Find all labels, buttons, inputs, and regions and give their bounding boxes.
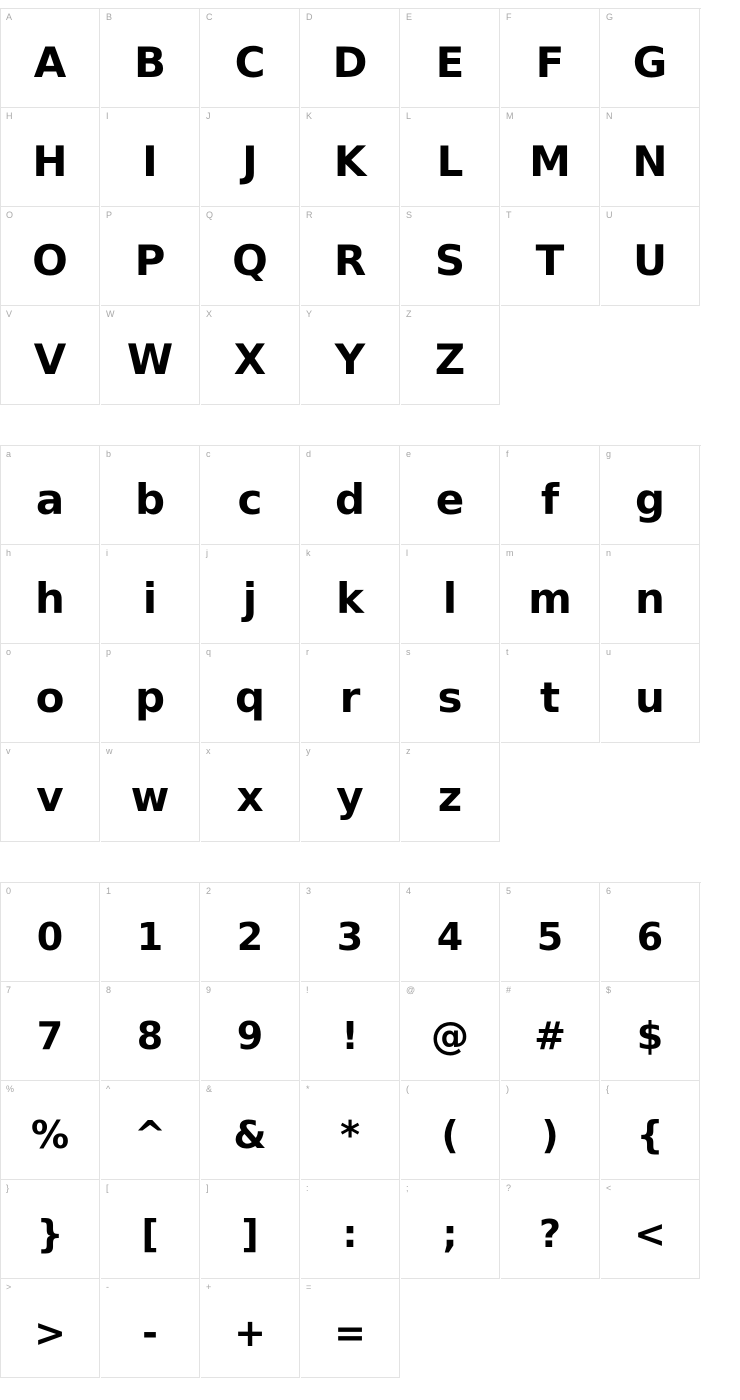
glyph-cell-character: o [35, 673, 65, 722]
glyph-cell[interactable] [101, 306, 200, 405]
glyph-cell-character: $ [636, 1014, 664, 1058]
glyph-cell-label: B [106, 12, 113, 22]
glyph-cell-character: X [233, 335, 267, 384]
glyph-cell-label: H [6, 111, 13, 121]
glyph-cell[interactable] [1, 207, 100, 306]
glyph-cell-label: Z [406, 309, 412, 319]
glyph-cell-label: T [506, 210, 512, 220]
glyph-cell-character: U [632, 236, 668, 285]
glyph-cell-label: ] [206, 1183, 209, 1193]
glyph-cell-empty [601, 306, 700, 405]
glyph-cell-character: c [237, 475, 263, 524]
glyph-cell-label: 3 [306, 886, 312, 896]
glyph-cell-empty [601, 743, 700, 842]
glyph-cell-character: = [334, 1311, 366, 1355]
glyph-cell-character: F [535, 38, 565, 87]
glyph-cell-label: k [306, 548, 311, 558]
glyph-cell[interactable] [501, 982, 600, 1081]
glyph-cell[interactable] [401, 545, 500, 644]
glyph-cell[interactable] [201, 982, 300, 1081]
glyph-cell-character: 0 [36, 915, 64, 959]
glyph-cell-character: s [437, 673, 463, 722]
glyph-block-uppercase [0, 8, 701, 405]
block-spacer [0, 842, 740, 882]
glyph-cell[interactable] [201, 446, 300, 545]
glyph-cell-character: L [436, 137, 464, 186]
glyph-cell-character: N [632, 137, 668, 186]
glyph-cell-label: p [106, 647, 112, 657]
glyph-cell[interactable] [301, 9, 400, 108]
glyph-cell[interactable] [101, 1180, 200, 1279]
glyph-cell[interactable] [1, 644, 100, 743]
glyph-cell[interactable] [1, 883, 100, 982]
glyph-cell-label: > [6, 1282, 12, 1292]
glyph-cell-label: 6 [606, 886, 612, 896]
glyph-cell-label: 9 [206, 985, 212, 995]
glyph-cell-character: h [35, 574, 65, 623]
glyph-cell-label: j [206, 548, 209, 558]
glyph-cell-label: & [206, 1084, 213, 1094]
glyph-cell-character: G [632, 38, 668, 87]
glyph-cell[interactable] [601, 446, 700, 545]
glyph-cell-character: p [134, 673, 166, 722]
glyph-cell-character: # [534, 1014, 566, 1058]
glyph-cell[interactable] [601, 883, 700, 982]
glyph-cell-label: + [206, 1282, 212, 1292]
glyph-cell-character: a [35, 475, 65, 524]
glyph-cell-label: n [606, 548, 612, 558]
glyph-cell-label: # [506, 985, 512, 995]
glyph-cell-label: ; [406, 1183, 409, 1193]
glyph-cell-label: D [306, 12, 313, 22]
glyph-cell-label: } [6, 1183, 10, 1193]
glyph-cell[interactable] [401, 982, 500, 1081]
glyph-cell[interactable] [601, 207, 700, 306]
glyph-cell-label: C [206, 12, 213, 22]
glyph-cell-character: < [634, 1212, 666, 1256]
glyph-cell-label: : [306, 1183, 309, 1193]
glyph-cell[interactable] [401, 1081, 500, 1180]
glyph-cell[interactable] [501, 545, 600, 644]
glyph-cell-label: y [306, 746, 311, 756]
glyph-cell[interactable] [501, 644, 600, 743]
glyph-cell-character: 7 [36, 1014, 64, 1058]
glyph-cell[interactable] [101, 1279, 200, 1378]
glyph-cell-character: W [126, 335, 174, 384]
glyph-cell-character: D [332, 38, 368, 87]
glyph-cell-character: ( [441, 1113, 459, 1157]
glyph-cell-character: 9 [236, 1014, 264, 1058]
glyph-cell-character: b [134, 475, 166, 524]
glyph-cell-character: g [634, 475, 666, 524]
glyph-cell[interactable] [501, 1081, 600, 1180]
block-spacer [0, 405, 740, 445]
glyph-cell[interactable] [301, 644, 400, 743]
glyph-cell[interactable] [1, 1279, 100, 1378]
glyph-cell-character: v [36, 772, 64, 821]
glyph-cell-label: I [106, 111, 109, 121]
glyph-cell-label: Y [306, 309, 313, 319]
glyph-cell-character: e [435, 475, 465, 524]
glyph-cell[interactable] [201, 108, 300, 207]
glyph-cell[interactable] [301, 545, 400, 644]
glyph-cell-label: u [606, 647, 612, 657]
glyph-cell[interactable] [101, 9, 200, 108]
glyph-cell-label: ( [406, 1084, 410, 1094]
glyph-cell[interactable] [301, 883, 400, 982]
glyph-cell-label: L [406, 111, 412, 121]
glyph-cell-character: E [435, 38, 465, 87]
glyph-cell[interactable] [501, 9, 600, 108]
glyph-cell-label: w [106, 746, 113, 756]
glyph-cell-character: q [234, 673, 266, 722]
glyph-cell-label: = [306, 1282, 312, 1292]
glyph-cell-character: @ [431, 1014, 469, 1058]
glyph-cell-label: { [606, 1084, 610, 1094]
top-spacer [0, 0, 740, 8]
glyph-cell-character: ; [442, 1212, 458, 1256]
glyph-cell[interactable] [301, 1081, 400, 1180]
glyph-cell-label: c [206, 449, 211, 459]
glyph-cell-label: @ [406, 985, 416, 995]
glyph-cell-character: l [442, 574, 458, 623]
glyph-cell-character: r [339, 673, 361, 722]
glyph-cell[interactable] [1, 108, 100, 207]
glyph-cell-character: H [32, 137, 68, 186]
glyph-cell-character: S [434, 236, 466, 285]
glyph-cell[interactable] [601, 9, 700, 108]
glyph-cell[interactable] [401, 9, 500, 108]
glyph-cell[interactable] [501, 207, 600, 306]
glyph-cell[interactable] [1, 1180, 100, 1279]
glyph-cell[interactable] [1, 9, 100, 108]
glyph-cell-character: [ [141, 1212, 159, 1256]
glyph-cell[interactable] [201, 207, 300, 306]
glyph-cell-character: J [242, 137, 258, 186]
glyph-cell[interactable] [1, 545, 100, 644]
glyph-cell-character: u [635, 673, 665, 722]
glyph-cell-character: & [233, 1113, 267, 1157]
glyph-cell[interactable] [301, 446, 400, 545]
glyph-cell-character: 2 [236, 915, 264, 959]
glyph-cell-character: 8 [136, 1014, 164, 1058]
glyph-cell[interactable] [101, 644, 200, 743]
glyph-cell-label: % [6, 1084, 15, 1094]
glyph-cell-character: 6 [636, 915, 664, 959]
glyph-cell-label: 5 [506, 886, 512, 896]
glyph-cell-character: M [529, 137, 571, 186]
glyph-cell[interactable] [401, 306, 500, 405]
glyph-cell[interactable] [301, 982, 400, 1081]
glyph-cell-label: ^ [106, 1084, 111, 1094]
glyph-cell[interactable] [101, 545, 200, 644]
glyph-cell-label: K [306, 111, 313, 121]
glyph-cell[interactable] [301, 1180, 400, 1279]
glyph-cell-label: J [206, 111, 211, 121]
glyph-cell-label: N [606, 111, 613, 121]
glyph-cell-label: ) [506, 1084, 510, 1094]
glyph-cell-character: : [342, 1212, 358, 1256]
glyph-block-digits-and-symbols [0, 882, 701, 1378]
glyph-cell[interactable] [301, 1279, 400, 1378]
glyph-cell-label: m [506, 548, 514, 558]
glyph-cell[interactable] [601, 644, 700, 743]
glyph-cell[interactable] [601, 982, 700, 1081]
glyph-cell-character: > [34, 1311, 66, 1355]
glyph-cell-character: k [336, 574, 364, 623]
glyph-cell-label: e [406, 449, 412, 459]
glyph-cell-empty [401, 1279, 500, 1378]
glyph-cell[interactable] [201, 9, 300, 108]
glyph-cell-character: - [142, 1311, 158, 1355]
glyph-cell[interactable] [501, 108, 600, 207]
glyph-cell-label: d [306, 449, 312, 459]
glyph-cell[interactable] [501, 1180, 600, 1279]
glyph-cell-character: x [236, 772, 264, 821]
glyph-cell-label: Q [206, 210, 214, 220]
glyph-cell-label: r [306, 647, 310, 657]
glyph-cell[interactable] [401, 644, 500, 743]
glyph-cell-character: 5 [536, 915, 564, 959]
glyph-cell-label: l [406, 548, 409, 558]
glyph-cell-label: b [106, 449, 112, 459]
glyph-cell[interactable] [1, 1081, 100, 1180]
glyph-cell-label: x [206, 746, 211, 756]
glyph-cell-label: [ [106, 1183, 109, 1193]
glyph-cell[interactable] [401, 207, 500, 306]
glyph-cell-label: i [106, 548, 109, 558]
glyph-cell-character: ) [541, 1113, 559, 1157]
glyph-cell-label: $ [606, 985, 612, 995]
glyph-cell[interactable] [101, 883, 200, 982]
glyph-cell-character: ! [341, 1014, 359, 1058]
glyph-cell-label: s [406, 647, 411, 657]
glyph-cell-label: < [606, 1183, 612, 1193]
glyph-cell[interactable] [101, 207, 200, 306]
glyph-cell-label: q [206, 647, 212, 657]
glyph-cell[interactable] [201, 883, 300, 982]
glyph-cell-label: a [6, 449, 12, 459]
glyph-cell-character: Y [334, 335, 366, 384]
glyph-cell-character: j [242, 574, 258, 623]
glyph-cell-character: 4 [436, 915, 464, 959]
glyph-cell-label: 8 [106, 985, 112, 995]
glyph-cell-character: Q [232, 236, 268, 285]
glyph-cell[interactable] [301, 306, 400, 405]
glyph-cell[interactable] [401, 1180, 500, 1279]
glyph-cell-label: 2 [206, 886, 212, 896]
glyph-cell-label: E [406, 12, 413, 22]
glyph-cell-label: h [6, 548, 12, 558]
glyph-cell[interactable] [1, 446, 100, 545]
glyph-cell-character: y [336, 772, 364, 821]
glyph-cell[interactable] [201, 306, 300, 405]
glyph-cell-character: C [234, 38, 266, 87]
glyph-cell[interactable] [301, 743, 400, 842]
glyph-cell[interactable] [601, 108, 700, 207]
glyph-cell[interactable] [401, 883, 500, 982]
glyph-cell-label: M [506, 111, 514, 121]
glyph-cell[interactable] [101, 743, 200, 842]
glyph-cell-character: 3 [336, 915, 364, 959]
glyph-cell-character: m [528, 574, 572, 623]
glyph-cell-empty [601, 1279, 700, 1378]
glyph-cell[interactable] [201, 1279, 300, 1378]
glyph-cell-character: R [333, 236, 367, 285]
glyph-cell-empty [501, 306, 600, 405]
glyph-cell-character: { [636, 1113, 664, 1157]
glyph-cell-character: z [437, 772, 463, 821]
glyph-cell[interactable] [101, 446, 200, 545]
glyph-cell-label: G [606, 12, 614, 22]
glyph-cell-label: 1 [106, 886, 112, 896]
glyph-cell-character: O [32, 236, 68, 285]
glyph-cell-label: X [206, 309, 213, 319]
glyph-cell-label: U [606, 210, 613, 220]
glyph-cell-character: A [33, 38, 67, 87]
glyph-cell[interactable] [601, 1081, 700, 1180]
glyph-cell[interactable] [101, 1081, 200, 1180]
glyph-cell[interactable] [601, 545, 700, 644]
glyph-cell-character: * [340, 1113, 360, 1157]
glyph-cell-label: 0 [6, 886, 12, 896]
glyph-cell-character: K [333, 137, 367, 186]
glyph-cell-label: V [6, 309, 13, 319]
glyph-cell[interactable] [201, 545, 300, 644]
glyph-cell-character: P [134, 236, 166, 285]
glyph-cell-label: ! [306, 985, 309, 995]
glyph-cell-character: w [130, 772, 170, 821]
glyph-cell-label: P [106, 210, 113, 220]
glyph-cell-label: 4 [406, 886, 412, 896]
glyph-cell-label: ? [506, 1183, 512, 1193]
glyph-cell-label: v [6, 746, 11, 756]
glyph-cell-label: - [106, 1282, 110, 1292]
glyph-cell[interactable] [201, 1081, 300, 1180]
glyph-cell[interactable] [401, 743, 500, 842]
glyph-cell-character: Z [434, 335, 466, 384]
glyph-cell-character: 1 [136, 915, 164, 959]
glyph-cell[interactable] [201, 644, 300, 743]
glyph-cell-character: T [535, 236, 565, 285]
glyph-cell[interactable] [501, 446, 600, 545]
glyph-cell-character: f [540, 475, 560, 524]
glyph-cell-character: ? [538, 1212, 562, 1256]
glyph-cell-label: R [306, 210, 313, 220]
glyph-cell-character: % [30, 1113, 70, 1157]
glyph-cell-label: z [406, 746, 411, 756]
glyph-cell-character: i [142, 574, 158, 623]
glyph-cell-label: o [6, 647, 12, 657]
glyph-cell[interactable] [401, 446, 500, 545]
glyph-cell-character: d [334, 475, 366, 524]
glyph-cell-label: W [106, 309, 115, 319]
glyph-cell[interactable] [301, 207, 400, 306]
glyph-cell-label: * [306, 1084, 310, 1094]
glyph-cell-character: I [142, 137, 158, 186]
glyph-cell[interactable] [1, 743, 100, 842]
glyph-cell-label: F [506, 12, 512, 22]
glyph-cell-character: + [234, 1311, 266, 1355]
glyph-cell-character: V [33, 335, 67, 384]
glyph-cell[interactable] [201, 743, 300, 842]
glyph-block-lowercase [0, 445, 701, 842]
glyph-cell[interactable] [101, 108, 200, 207]
glyph-cell-empty [501, 1279, 600, 1378]
glyph-cell[interactable] [1, 306, 100, 405]
glyph-cell-label: g [606, 449, 612, 459]
glyph-cell-character: ^ [134, 1113, 166, 1157]
glyph-cell[interactable] [501, 883, 600, 982]
glyph-cell-character: n [635, 574, 665, 623]
glyph-cell[interactable] [201, 1180, 300, 1279]
glyph-cell-label: t [506, 647, 509, 657]
glyph-cell-label: S [406, 210, 413, 220]
glyph-cell-empty [501, 743, 600, 842]
glyph-cell-character: t [539, 673, 561, 722]
glyph-cell-character: ] [241, 1212, 259, 1256]
glyph-cell[interactable] [301, 108, 400, 207]
glyph-cell[interactable] [401, 108, 500, 207]
glyph-cell-label: O [6, 210, 14, 220]
glyph-cell[interactable] [101, 982, 200, 1081]
glyph-cell[interactable] [601, 1180, 700, 1279]
glyph-cell-character: B [133, 38, 166, 87]
glyph-cell[interactable] [1, 982, 100, 1081]
glyph-cell-character: } [36, 1212, 64, 1256]
glyph-cell-label: A [6, 12, 13, 22]
glyph-cell-label: 7 [6, 985, 12, 995]
glyph-cell-label: f [506, 449, 509, 459]
